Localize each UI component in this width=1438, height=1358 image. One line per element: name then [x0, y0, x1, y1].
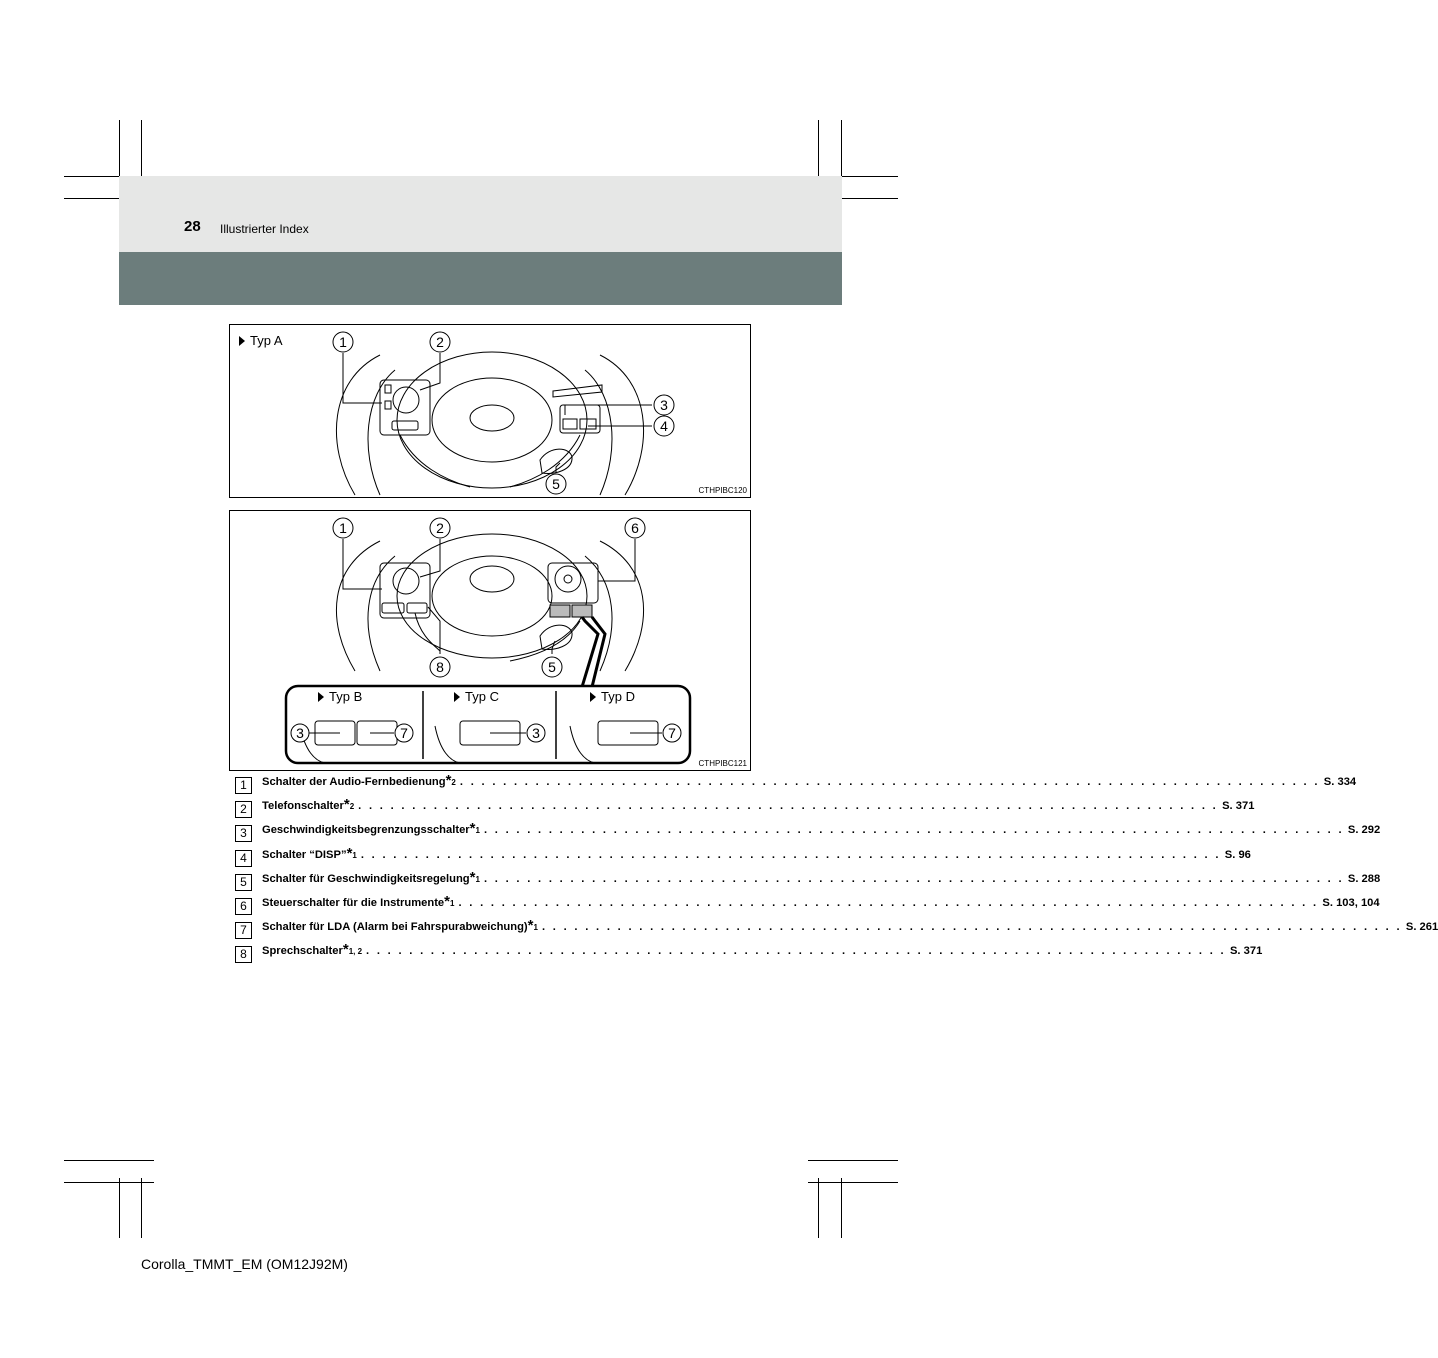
legend-footnote-mark: *1	[527, 917, 538, 935]
page-reference: S. 371	[1229, 945, 1263, 958]
legend-text: Schalter “DISP”	[262, 848, 347, 861]
callout: 7	[668, 725, 676, 741]
legend-description	[262, 892, 1380, 910]
legend-description	[262, 820, 1381, 838]
callout: 3	[532, 725, 540, 741]
page-reference: S. 334	[1323, 776, 1357, 788]
legend-item	[235, 820, 1381, 848]
legend-item	[235, 844, 1251, 873]
legend-number: 3	[235, 825, 252, 842]
steering-wheel-illustration	[230, 511, 750, 770]
legend-footnote-mark: *1	[469, 868, 480, 886]
inset-type-c-label: Typ C	[454, 689, 499, 704]
legend-number: 6	[235, 898, 252, 915]
legend-description	[262, 796, 1255, 814]
legend-list	[235, 772, 1438, 970]
dot-leader: . . . . . . . . . . . . . . . . . . . . . . . . . . . . . . . . . . . . . . . . . . . . . . . . . . . . . . . . . . . . . . . . . . . . . . . . . . . . . . . .	[360, 848, 1221, 861]
legend-description	[262, 941, 1263, 959]
legend-number: 1	[235, 777, 252, 794]
legend-number: 8	[235, 946, 252, 963]
callout: 8	[436, 659, 444, 675]
callout: 1	[339, 334, 347, 350]
figure-code: CTHPIBC120	[698, 486, 747, 495]
legend-description	[262, 868, 1381, 886]
callout: 2	[436, 520, 444, 536]
callout: 4	[660, 418, 668, 434]
dot-leader: . . . . . . . . . . . . . . . . . . . . . . . . . . . . . . . . . . . . . . . . . . . . . . . . . . . . . . . . . . . . . . . . . . . . . . . . . . . . . . . .	[541, 921, 1402, 934]
triangle-icon	[239, 336, 245, 346]
legend-text: Telefonschalter	[262, 800, 344, 813]
triangle-icon	[590, 692, 596, 702]
callout: 2	[436, 334, 444, 350]
legend-footnote-mark: *1	[444, 892, 455, 910]
legend-footnote-mark: *1	[346, 844, 357, 862]
legend-text: Steuerschalter für die Instrumente	[262, 896, 445, 909]
crop-mark	[808, 1182, 898, 1183]
dot-leader: . . . . . . . . . . . . . . . . . . . . . . . . . . . . . . . . . . . . . . . . . . . . . . . . . . . . . . . . . . . . . . . . . . . . . . . . . . . . . . . .	[483, 872, 1344, 885]
legend-footnote-mark: *1, 2	[342, 941, 363, 959]
inset-type-b-label: Typ B	[318, 689, 362, 704]
legend-text: Schalter für Geschwindigkeitsregelung	[262, 872, 470, 885]
legend-item	[235, 796, 1255, 824]
crop-mark	[119, 1178, 120, 1238]
header-band	[119, 176, 842, 252]
page-reference: S. 261	[1405, 921, 1438, 934]
legend-text: Sprechschalter	[262, 945, 343, 958]
steering-wheel-illustration	[230, 325, 750, 497]
legend-text: Geschwindigkeitsbegrenzungsschalter	[262, 824, 470, 837]
legend-footnote-mark: *2	[445, 772, 456, 789]
legend-text: Schalter für LDA (Alarm bei Fahrspurabweichung)	[262, 921, 528, 934]
legend-number: 4	[235, 850, 252, 867]
callout: 6	[631, 520, 639, 536]
dot-leader: . . . . . . . . . . . . . . . . . . . . . . . . . . . . . . . . . . . . . . . . . . . . . . . . . . . . . . . . . . . . . . . . . . . . . . . . . . . . . . . .	[366, 945, 1226, 958]
header-bar	[119, 252, 842, 305]
crop-mark	[818, 1178, 819, 1238]
legend-description	[262, 772, 1357, 789]
legend-item	[235, 892, 1380, 921]
triangle-icon	[454, 692, 460, 702]
callout: 5	[552, 476, 560, 492]
figure-code: CTHPIBC121	[698, 759, 747, 768]
legend-item	[235, 941, 1263, 969]
figure-type-bcd	[229, 510, 751, 771]
legend-number: 7	[235, 922, 252, 939]
page-reference: S. 96	[1224, 848, 1251, 861]
legend-description	[262, 844, 1251, 862]
legend-item	[235, 868, 1381, 897]
crop-mark	[64, 1160, 154, 1161]
crop-mark	[808, 1160, 898, 1161]
page-reference: S. 371	[1222, 800, 1255, 813]
callout: 5	[548, 659, 556, 675]
legend-text: Schalter der Audio-Fernbedienung	[262, 776, 446, 788]
figure-type-label: Typ A	[239, 333, 283, 348]
inset-type-d-label: Typ D	[590, 689, 635, 704]
page-reference: S. 292	[1347, 824, 1381, 837]
legend-footnote-mark: *1	[469, 820, 480, 838]
callout: 3	[660, 397, 668, 413]
figure-type-a	[229, 324, 751, 498]
dot-leader: . . . . . . . . . . . . . . . . . . . . . . . . . . . . . . . . . . . . . . . . . . . . . . . . . . . . . . . . . . . . . . . . . . . . . . . . . . . . . . . .	[358, 800, 1219, 813]
callout: 7	[400, 725, 408, 741]
legend-number: 2	[235, 801, 252, 818]
section-title: Illustrierter Index	[220, 222, 309, 236]
page-reference: S. 288	[1347, 872, 1381, 885]
triangle-icon	[318, 692, 324, 702]
crop-mark	[64, 1182, 154, 1183]
dot-leader: . . . . . . . . . . . . . . . . . . . . . . . . . . . . . . . . . . . . . . . . . . . . . . . . . . . . . . . . . . . . . . . . . . . . . . . . . . . . . . . .	[459, 776, 1320, 788]
crop-mark	[141, 1178, 142, 1238]
callout: 3	[296, 725, 304, 741]
legend-item	[235, 917, 1438, 945]
legend-number: 5	[235, 874, 252, 891]
page-number: 28	[184, 218, 201, 235]
dot-leader: . . . . . . . . . . . . . . . . . . . . . . . . . . . . . . . . . . . . . . . . . . . . . . . . . . . . . . . . . . . . . . . . . . . . . . . . . . . . . . . .	[458, 896, 1319, 909]
footer-document-id: Corolla_TMMT_EM (OM12J92M)	[141, 1256, 348, 1272]
callout: 1	[339, 520, 347, 536]
dot-leader: . . . . . . . . . . . . . . . . . . . . . . . . . . . . . . . . . . . . . . . . . . . . . . . . . . . . . . . . . . . . . . . . . . . . . . . . . . . . . . . .	[483, 824, 1344, 837]
legend-description	[262, 917, 1438, 935]
page-reference: S. 103, 104	[1322, 896, 1380, 909]
legend-item	[235, 772, 1357, 800]
legend-footnote-mark: *2	[343, 796, 355, 814]
crop-mark	[841, 1178, 842, 1238]
